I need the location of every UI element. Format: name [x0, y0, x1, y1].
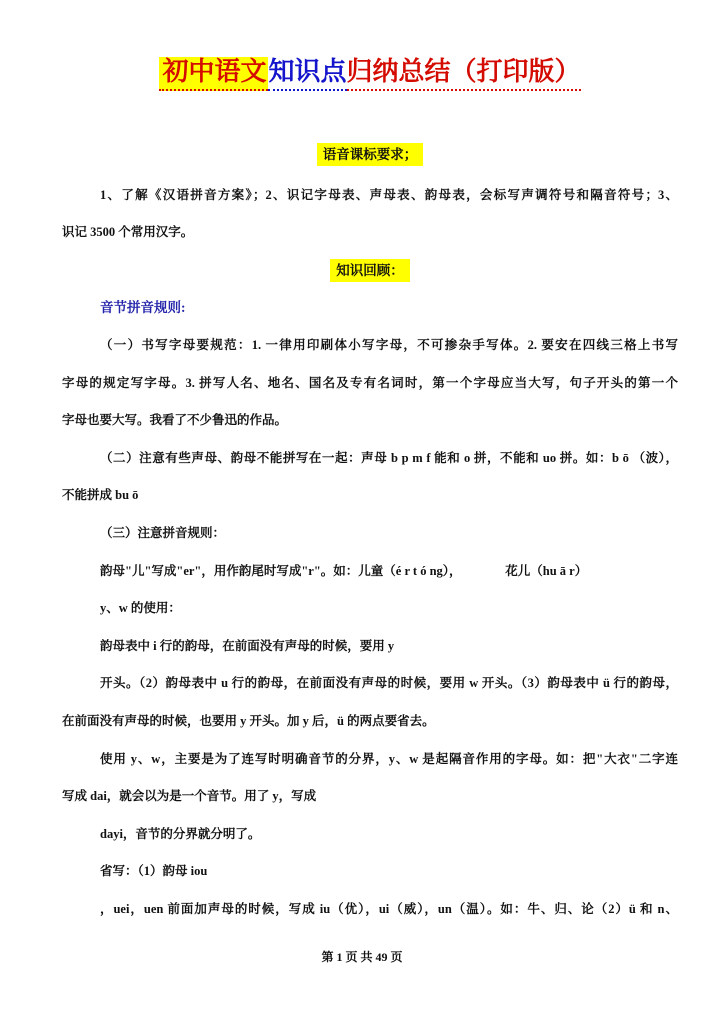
body-line: 识记 3500 个常用汉字。 — [62, 225, 194, 240]
title-segment-highlighted: 初中语文 — [159, 57, 268, 91]
section-heading-row — [62, 252, 678, 290]
body-line: 不能拼成 bu ō — [62, 488, 139, 503]
body-line: 省写：（1）韵母 iou — [100, 864, 208, 879]
body-line: 韵母"儿"写成"er"，用作韵尾时写成"r"。如：儿童（é r t ó ng）， 花儿（hu ā r） — [100, 563, 588, 578]
body-line: dayi，音节的分界就分明了。 — [100, 826, 261, 841]
section-heading-knowledge-review: 知识回顾： — [330, 259, 410, 282]
body-line: 韵母表中 i 行的韵母，在前面没有声母的时候，要用 y — [100, 638, 395, 653]
body-line: 字母也要大写。我看了不少鲁迅的作品。 — [62, 413, 288, 428]
body-line: 使用 y、w，主要是为了连写时明确音节的分界，y、w 是起隔音作用的字母。如：把"大衣"二字连 — [100, 751, 678, 766]
title-segment-blue: 知识点 — [268, 57, 346, 91]
title-segment-red: 归纳总结（打印版） — [347, 57, 581, 91]
body-line: （一）书写字母要规范：1. 一律用印刷体小写字母，不可掺杂手写体。2. 要安在四线三格上书写 — [100, 337, 678, 352]
body-line: （三）注意拼音规则： — [100, 525, 226, 540]
body-line: （二）注意有些声母、韵母不能拼写在一起：声母 b p m f 能和 o 拼，不能和 uo 拼。如：b ō （波）， — [100, 450, 678, 465]
body-line: 1、了解《汉语拼音方案》；2、识记字母表、声母表、韵母表，会标写声调符号和隔音符号；3、 — [100, 187, 678, 202]
section-heading-row — [62, 136, 678, 174]
body-line: 写成 dai，就会以为是一个音节。用了 y，写成 — [62, 789, 317, 804]
body-line: 字母的规定写字母。3. 拼写人名、地名、国名及专有名词时，第一个字母应当大写，句子开头的第一个 — [62, 375, 678, 390]
subheading-pinyin-rules: 音节拼音规则: — [100, 300, 186, 316]
body-line: y、w 的使用： — [100, 601, 181, 616]
page-title — [62, 50, 678, 94]
body-line: ，uei，uen 前面加声母的时候，写成 iu（优），ui（威），un（温）。如：牛、归、论（2）ü 和 n、 — [100, 901, 678, 916]
body-line: 开头。（2）韵母表中 u 行的韵母，在前面没有声母的时候，要用 w 开头。（3）韵母表中 ü 行的韵母， — [100, 676, 678, 691]
body-line: 在前面没有声母的时候，也要用 y 开头。加 y 后，ü 的两点要省去。 — [62, 713, 435, 728]
section-heading-voice-standard: 语音课标要求； — [317, 143, 424, 166]
page-footer: 第 1 页 共 49 页 — [321, 950, 403, 964]
